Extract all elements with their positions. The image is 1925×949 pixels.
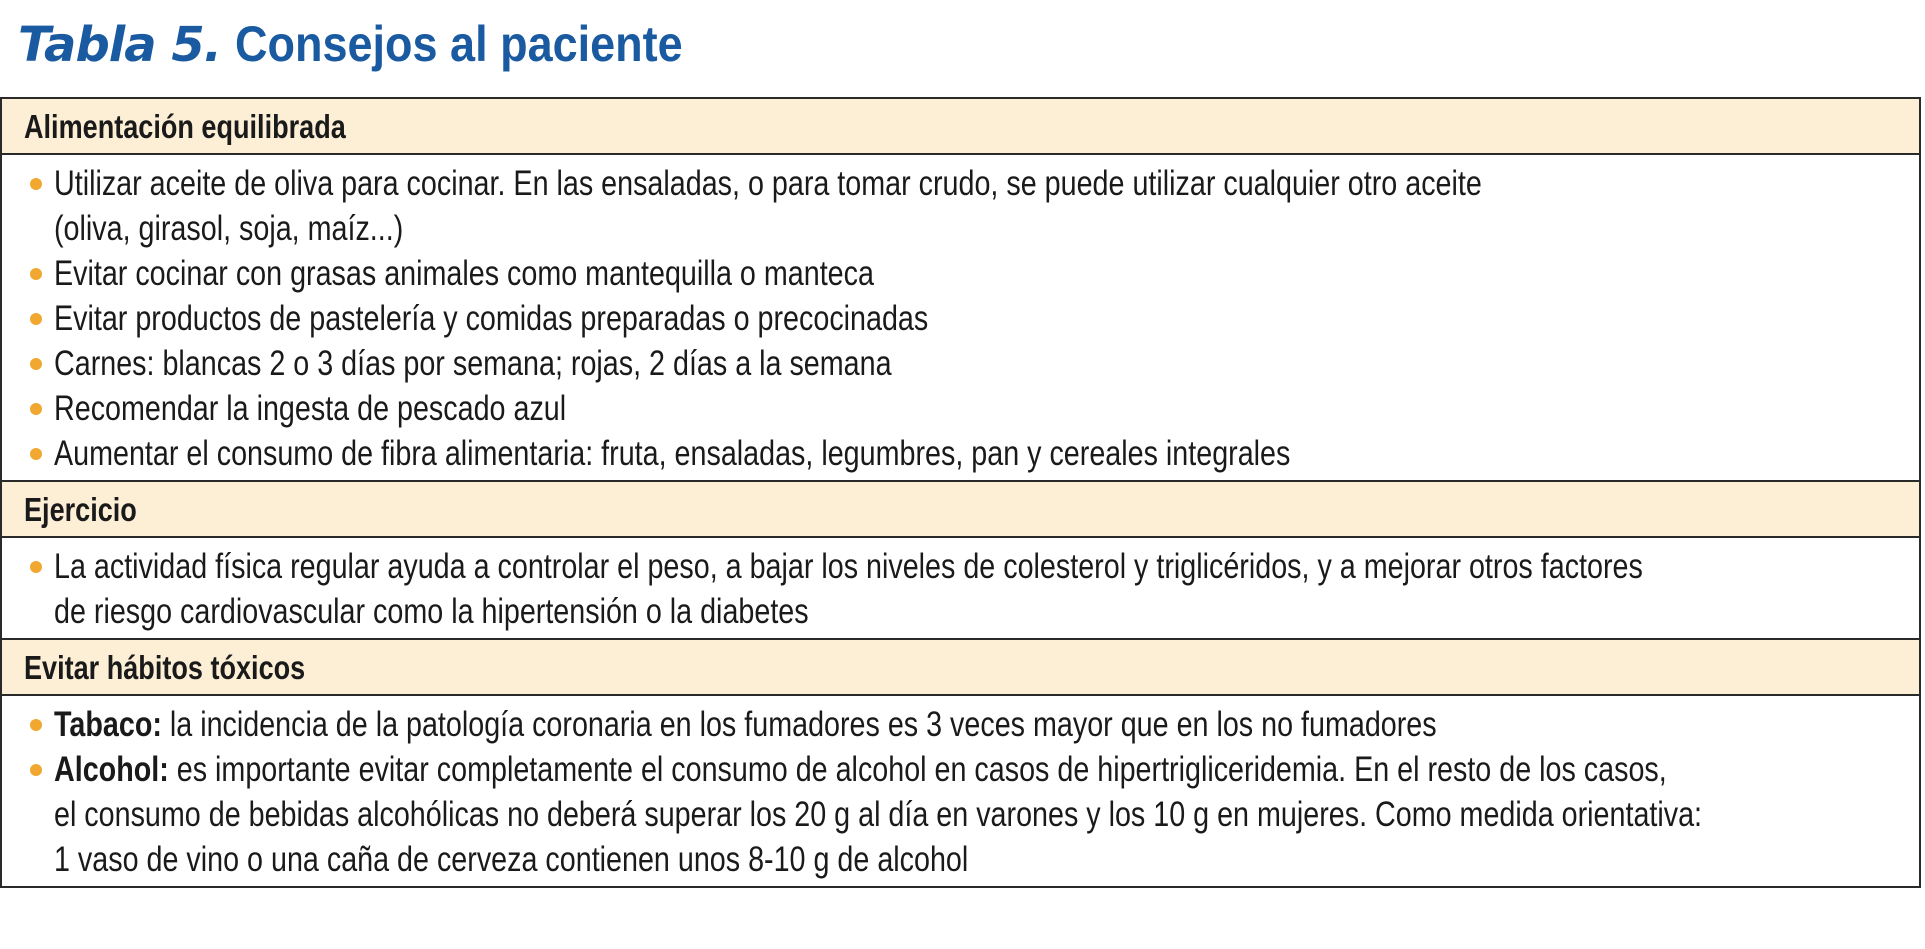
section-body-habitos [2, 696, 1919, 886]
list-item: Evitar productos de pastelería y comidas preparadas o precocinadas [2, 296, 1919, 341]
list-item: Alcohol: es importante evitar completamente el consumo de alcohol en casos de hipertrigliceridemia. En el resto de los casos, el consumo de bebidas alcohólicas no deberá superar los 20 g al día en varones y los 10 g en mujeres. Como medida orientativa: 1 vaso de vino o una caña de cerveza contienen unos 8-10 g de alcohol [2, 747, 1919, 882]
section-body-ejercicio [2, 538, 1919, 640]
list-item: Utilizar aceite de oliva para cocinar. En las ensaladas, o para tomar crudo, se puede utilizar cualquier otro aceite (oliva, girasol, soja, maíz...) [2, 161, 1919, 251]
bullet-icon [30, 561, 42, 573]
bullet-icon [30, 268, 42, 280]
bullet-icon [30, 764, 42, 776]
section-body-alimentacion [2, 155, 1919, 482]
list-item: Tabaco: la incidencia de la patología coronaria en los fumadores es 3 veces mayor que en los no fumadores [2, 702, 1919, 747]
section-header-alimentacion: Alimentación equilibrada [2, 99, 1919, 155]
list-item: La actividad física regular ayuda a controlar el peso, a bajar los niveles de colesterol y triglicéridos, y a mejorar otros factores de riesgo cardiovascular como la hipertensión o la diabetes [2, 544, 1919, 634]
bullet-icon [30, 403, 42, 415]
item-term: Tabaco: [54, 705, 162, 744]
table-caption: Consejos al paciente [234, 16, 683, 72]
bullet-icon [30, 358, 42, 370]
table-number: Tabla 5. [18, 17, 221, 73]
section-header-habitos: Evitar hábitos tóxicos [2, 640, 1919, 696]
bullet-icon [30, 719, 42, 731]
section-header-ejercicio: Ejercicio [2, 482, 1919, 538]
list-item: Carnes: blancas 2 o 3 días por semana; rojas, 2 días a la semana [2, 341, 1919, 386]
advice-table [0, 97, 1921, 888]
bullet-icon [30, 448, 42, 460]
item-term: Alcohol: [54, 750, 169, 789]
list-item: Aumentar el consumo de fibra alimentaria: fruta, ensaladas, legumbres, pan y cereales integrales [2, 431, 1919, 476]
bullet-icon [30, 313, 42, 325]
list-item: Evitar cocinar con grasas animales como mantequilla o manteca [2, 251, 1919, 296]
bullet-icon [30, 178, 42, 190]
list-item: Recomendar la ingesta de pescado azul [2, 386, 1919, 431]
table-title [18, 14, 732, 74]
